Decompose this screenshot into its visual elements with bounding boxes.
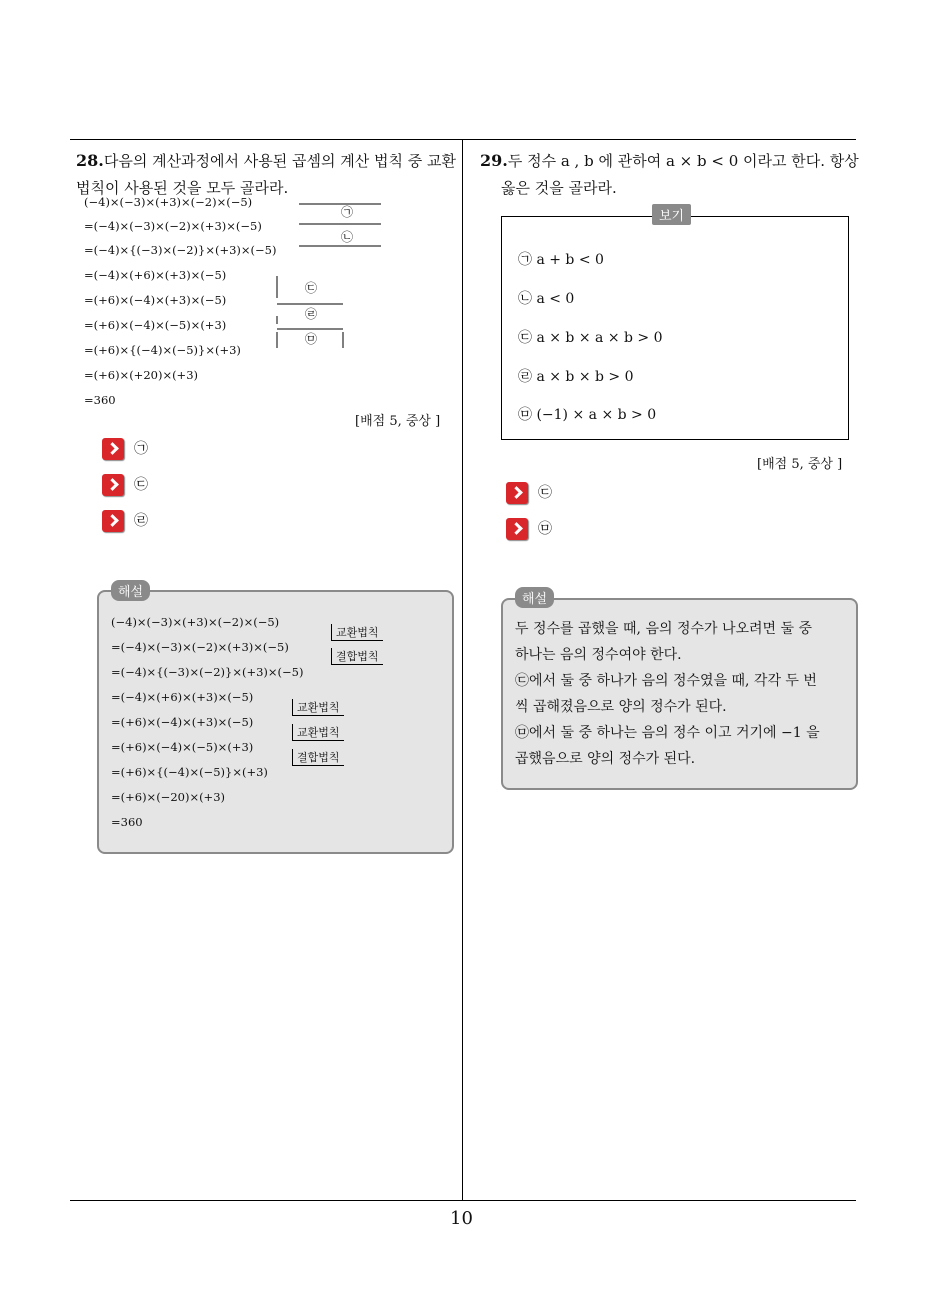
bottom-rule [70, 1200, 856, 1201]
q28-question [76, 147, 456, 202]
q29-solution-tag: 해설 [515, 587, 554, 608]
q28-law-label: 교환법칙 [292, 699, 344, 716]
page-number: 10 [450, 1208, 473, 1229]
q28-solution-box [97, 590, 454, 854]
q29-option: ㉢ a × b × a × b > 0 [518, 330, 663, 346]
q29-solution-line: ㉤에서 둘 중 하나는 음의 정수 이고 거기에 −1 을 [515, 725, 820, 741]
q29-option: ㉠ a + b < 0 [518, 252, 604, 268]
q28-step: =(+6)×{(−4)×(−5)}×(+3) [84, 343, 241, 357]
q29-number: 29. [480, 151, 508, 170]
q28-solution-step: =(+6)×(−4)×(+3)×(−5) [111, 715, 254, 729]
q28-step: =360 [84, 393, 116, 407]
q29-text-line1: 두 정수 a , b 에 관하여 a × b < 0 이라고 한다. 항상 [507, 152, 859, 170]
column-divider [462, 139, 463, 1201]
q29-option: ㉣ a × b × b > 0 [518, 369, 634, 385]
q28-solution-step: (−4)×(−3)×(+3)×(−2)×(−5) [111, 615, 280, 629]
q28-step: =(+6)×(−4)×(−5)×(+3) [84, 318, 227, 332]
q29-box-title: 보기 [652, 204, 691, 225]
q28-brackets [255, 196, 385, 356]
q28-step: (−4)×(−3)×(+3)×(−2)×(−5) [84, 195, 253, 209]
q28-step: =(+6)×(+20)×(+3) [84, 368, 199, 382]
q28-answer: ㉣ [134, 513, 148, 529]
q28-solution-tag: 해설 [111, 580, 150, 601]
q28-number: 28. [76, 151, 104, 170]
q28-label-5: ㉤ [305, 332, 318, 346]
q29-solution-line: 곱했음으로 양의 정수가 된다. [515, 751, 696, 767]
chevron-right-icon [506, 518, 528, 540]
q28-solution-step: =(−4)×(+6)×(+3)×(−5) [111, 690, 254, 704]
q28-law-label: 교환법칙 [331, 624, 383, 641]
chevron-right-icon [102, 438, 124, 460]
q29-solution-line: ㉢에서 둘 중 하나가 음의 정수였을 때, 각각 두 번 [515, 673, 817, 689]
q29-answer: ㉢ [538, 485, 552, 501]
q29-solution-box [501, 598, 858, 790]
q28-law-label: 결합법칙 [292, 749, 344, 766]
q28-answer: ㉠ [134, 441, 148, 457]
chevron-right-icon [102, 474, 124, 496]
q28-law-label: 결합법칙 [331, 648, 383, 665]
q28-meta: [배점 5, 중상 ] [355, 414, 441, 429]
q29-solution-line: 두 정수를 곱했을 때, 음의 정수가 나오려면 둘 중 [515, 621, 813, 637]
q29-options-box [501, 216, 849, 440]
q28-solution-step: =360 [111, 815, 143, 829]
q28-solution-step: =(+6)×(−4)×(−5)×(+3) [111, 740, 254, 754]
q29-answer: ㉤ [538, 521, 552, 537]
q28-step: =(−4)×(+6)×(+3)×(−5) [84, 268, 227, 282]
q29-option: ㉤ (−1) × a × b > 0 [518, 407, 657, 423]
q29-question [480, 147, 860, 202]
q29-solution-line: 씩 곱해졌음으로 양의 정수가 된다. [515, 699, 727, 715]
top-rule [70, 139, 856, 140]
chevron-right-icon [506, 482, 528, 504]
q29-solution-line: 하나는 음의 정수여야 한다. [515, 647, 682, 663]
q28-solution-step: =(+6)×{(−4)×(−5)}×(+3) [111, 765, 268, 779]
q28-text: 다음의 계산과정에서 사용된 곱셈의 계산 법칙 중 교환법칙이 사용된 것을 모두 골라라. [76, 152, 457, 197]
q28-label-2: ㉡ [341, 230, 354, 244]
q29-option: ㉡ a < 0 [518, 291, 575, 307]
q28-step: =(−4)×{(−3)×(−2)}×(+3)×(−5) [84, 243, 277, 257]
q29-text-line2: 옳은 것을 골라라. [501, 179, 617, 197]
q28-label-4: ㉣ [305, 307, 318, 321]
q28-step: =(+6)×(−4)×(+3)×(−5) [84, 293, 227, 307]
q29-meta: [배점 5, 중상 ] [757, 457, 843, 472]
q28-solution-step: =(−4)×{(−3)×(−2)}×(+3)×(−5) [111, 665, 304, 679]
q29-solution-text [515, 616, 851, 772]
q28-answer: ㉢ [134, 477, 148, 493]
q28-label-3: ㉢ [305, 281, 318, 295]
q28-law-label: 교환법칙 [292, 724, 344, 741]
q28-label-1: ㉠ [341, 205, 354, 219]
q28-step: =(−4)×(−3)×(−2)×(+3)×(−5) [84, 219, 262, 233]
q28-solution-step: =(−4)×(−3)×(−2)×(+3)×(−5) [111, 640, 289, 654]
chevron-right-icon [102, 510, 124, 532]
q28-solution-step: =(+6)×(−20)×(+3) [111, 790, 226, 804]
